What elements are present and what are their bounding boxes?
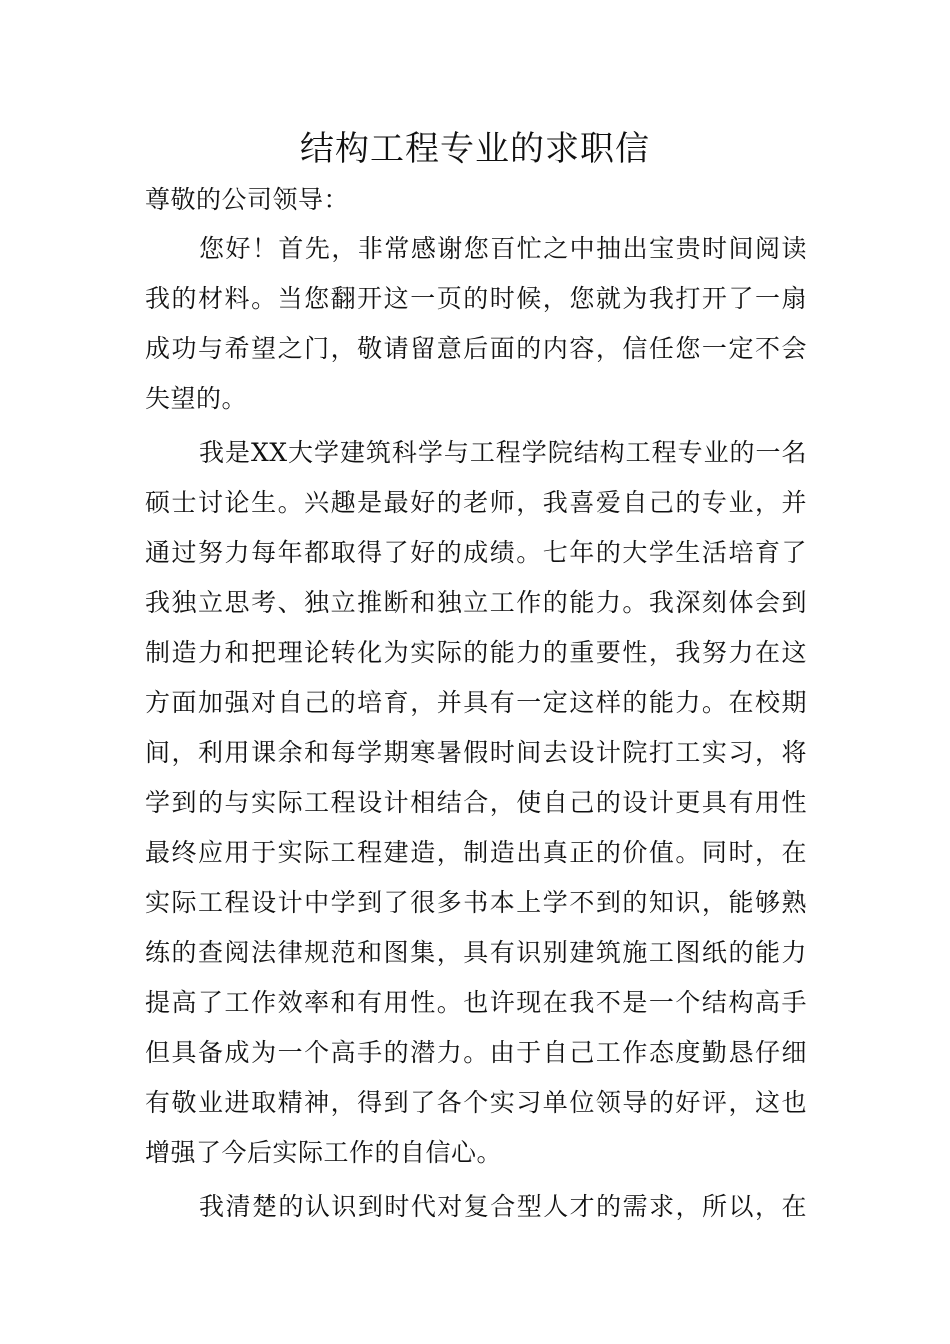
paragraph-line: 通过努力每年都取得了好的成绩。七年的大学生活培育了 [145, 538, 807, 567]
paragraph-line: 硕士讨论生。兴趣是最好的老师，我喜爱自己的专业，并 [145, 488, 807, 517]
paragraph-greeting [145, 224, 807, 424]
paragraph-line: 增强了今后实际工作的自信心。 [145, 1138, 503, 1167]
paragraph-line: 制造力和把理论转化为实际的能力的重要性，我努力在这 [145, 638, 807, 667]
paragraph-line: 有敬业进取精神，得到了各个实习单位领导的好评，这也 [145, 1088, 807, 1117]
paragraph-line: 您好！首先，非常感谢您百忙之中抽出宝贵时间阅读 [199, 234, 807, 263]
paragraph-line: 我清楚的认识到时代对复合型人才的需求，所以，在 [199, 1192, 807, 1221]
paragraph-line: 间，利用课余和每学期寒暑假时间去设计院打工实习，将 [145, 738, 807, 767]
paragraph-line: 失望的。 [145, 384, 248, 413]
letter-body [145, 180, 807, 1232]
paragraph-line: 成功与希望之门，敬请留意后面的内容，信任您一定不会 [145, 334, 807, 363]
paragraph-line: 我的材料。当您翻开这一页的时候，您就为我打开了一扇 [145, 284, 807, 313]
paragraph-line: 方面加强对自己的培育，并具有一定这样的能力。在校期 [145, 688, 807, 717]
paragraph-closing [145, 1182, 807, 1232]
paragraph-line: 学到的与实际工程设计相结合，使自己的设计更具有用性 [145, 788, 807, 817]
paragraph-line: 我独立思考、独立推断和独立工作的能力。我深刻体会到 [145, 588, 807, 617]
paragraph-line: 练的查阅法律规范和图集，具有识别建筑施工图纸的能力 [145, 938, 807, 967]
paragraph-line: 实际工程设计中学到了很多书本上学不到的知识，能够熟 [145, 888, 807, 917]
salutation: 尊敬的公司领导： [145, 185, 350, 214]
paragraph-introduction [145, 428, 807, 1178]
document-title: 结构工程专业的求职信 [300, 129, 650, 169]
paragraph-line: 提高了工作效率和有用性。也许现在我不是一个结构高手 [145, 988, 807, 1017]
paragraph-line: 我是XX大学建筑科学与工程学院结构工程专业的一名 [199, 438, 807, 467]
paragraph-line: 但具备成为一个高手的潜力。由于自己工作态度勤恳仔细 [145, 1038, 807, 1067]
paragraph-line: 最终应用于实际工程建造，制造出真正的价值。同时，在 [145, 838, 807, 867]
